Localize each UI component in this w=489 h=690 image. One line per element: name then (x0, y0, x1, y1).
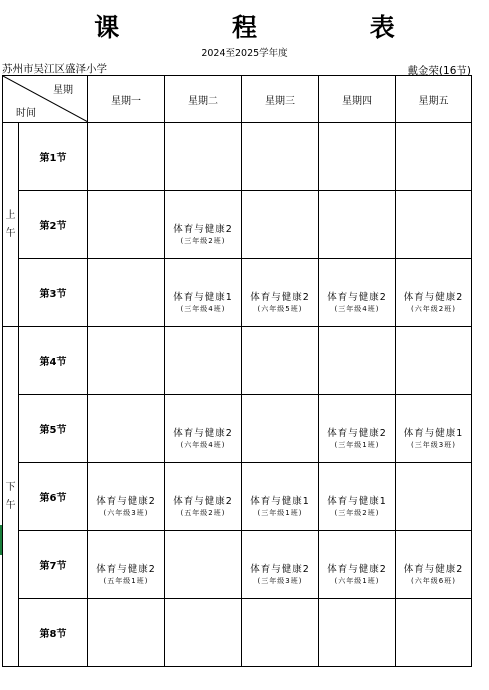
period-label: 第2节 (19, 191, 88, 259)
timetable-cell (396, 123, 472, 191)
period-label: 第7节 (19, 531, 88, 599)
timetable-cell (319, 395, 396, 463)
timetable-cell (242, 463, 319, 531)
period-row (3, 191, 472, 259)
class-name: (三年级1班) (334, 441, 380, 449)
timetable-cell (165, 395, 242, 463)
course-name: 体育与健康2 (96, 496, 156, 507)
period-row (3, 123, 472, 191)
period-row (3, 395, 472, 463)
course-name: 体育与健康2 (403, 564, 464, 575)
course-name: 体育与健康2 (327, 428, 387, 439)
period-row (3, 259, 472, 327)
timetable-cell (242, 327, 319, 395)
section-char: 午 (5, 499, 16, 511)
timetable-cell (88, 395, 165, 463)
timetable-cell (165, 259, 242, 327)
timetable-cell (242, 531, 319, 599)
period-label: 第4节 (19, 327, 88, 395)
course-name: 体育与健康2 (173, 224, 233, 235)
timetable-cell (319, 599, 396, 667)
class-name: (三年级3班) (411, 441, 456, 449)
timetable-cell (88, 599, 165, 667)
period-label: 第6节 (19, 463, 88, 531)
timetable-cell (88, 463, 165, 531)
time-label: 时间 (16, 108, 36, 119)
class-name: (三年级2班) (180, 237, 226, 245)
class-name: (六年级6班) (411, 577, 456, 585)
day-header-mon: 星期一 (88, 76, 165, 123)
course-name: 体育与健康2 (250, 292, 310, 303)
day-header-thu: 星期四 (319, 76, 396, 123)
period-label: 第3节 (19, 259, 88, 327)
timetable-cell (88, 531, 165, 599)
page-title: 课 程 表 (94, 13, 447, 42)
timetable-cell (242, 599, 319, 667)
timetable-cell (88, 191, 165, 259)
section-char: 上 (5, 209, 16, 221)
timetable-cell (165, 191, 242, 259)
period-row (3, 599, 472, 667)
teacher-name: 戴金荣(16节) (407, 65, 471, 77)
class-name: (三年级2班) (334, 509, 380, 517)
class-name: (六年级3班) (103, 509, 149, 517)
timetable-cell (242, 395, 319, 463)
timetable-cell (396, 531, 472, 599)
course-name: 体育与健康1 (173, 292, 233, 303)
course-name: 体育与健康2 (403, 292, 464, 303)
course-name: 体育与健康1 (250, 496, 310, 507)
course-name: 体育与健康2 (250, 564, 310, 575)
section-char: 午 (5, 227, 16, 239)
timetable-cell (319, 123, 396, 191)
class-name: (三年级4班) (334, 305, 380, 313)
timetable-cell (165, 327, 242, 395)
timetable-cell (165, 463, 242, 531)
timetable-cell (165, 123, 242, 191)
header-row (3, 76, 472, 123)
section-char: 下 (5, 481, 16, 493)
timetable-cell (88, 123, 165, 191)
timetable-cell (88, 259, 165, 327)
timetable (2, 75, 472, 667)
timetable-cell (319, 531, 396, 599)
period-row (3, 327, 472, 395)
class-name: (五年级2班) (180, 509, 226, 517)
timetable-cell (319, 259, 396, 327)
course-name: 体育与健康2 (173, 428, 233, 439)
timetable-cell (242, 259, 319, 327)
class-name: (三年级3班) (257, 577, 303, 585)
timetable-cell (242, 191, 319, 259)
timetable-cell (319, 463, 396, 531)
timetable-cell (319, 191, 396, 259)
timetable-cell (396, 395, 472, 463)
class-name: (六年级5班) (257, 305, 303, 313)
course-name: 体育与健康2 (96, 564, 156, 575)
section-afternoon (3, 327, 19, 667)
timetable-cell (319, 327, 396, 395)
period-row (3, 531, 472, 599)
week-label: 星期 (53, 85, 73, 96)
period-row (3, 463, 472, 531)
course-name: 体育与健康1 (403, 428, 464, 439)
timetable-cell (396, 599, 472, 667)
section-morning (3, 123, 19, 327)
class-name: (三年级4班) (180, 305, 226, 313)
course-name: 体育与健康2 (327, 292, 387, 303)
course-name: 体育与健康2 (327, 564, 387, 575)
period-label: 第8节 (19, 599, 88, 667)
timetable-cell (165, 531, 242, 599)
course-name: 体育与健康2 (173, 496, 233, 507)
class-name: (三年级1班) (257, 509, 303, 517)
timetable-cell (242, 123, 319, 191)
timetable-cell (396, 463, 472, 531)
period-label: 第5节 (19, 395, 88, 463)
school-name: 苏州市吴江区盛泽小学 (2, 63, 107, 75)
timetable-cell (396, 259, 472, 327)
timetable-cell (88, 327, 165, 395)
class-name: (六年级2班) (411, 305, 456, 313)
course-name: 体育与健康1 (327, 496, 387, 507)
period-label: 第1节 (19, 123, 88, 191)
day-header-fri: 星期五 (396, 76, 472, 123)
class-name: (六年级4班) (180, 441, 226, 449)
day-header-tue: 星期二 (165, 76, 242, 123)
corner-header (3, 76, 88, 123)
academic-year: 2024至2025学年度 (201, 48, 288, 59)
class-name: (五年级1班) (103, 577, 149, 585)
timetable-cell (165, 599, 242, 667)
timetable-cell (396, 191, 472, 259)
timetable-cell (396, 327, 472, 395)
class-name: (六年级1班) (334, 577, 380, 585)
day-header-wed: 星期三 (242, 76, 319, 123)
